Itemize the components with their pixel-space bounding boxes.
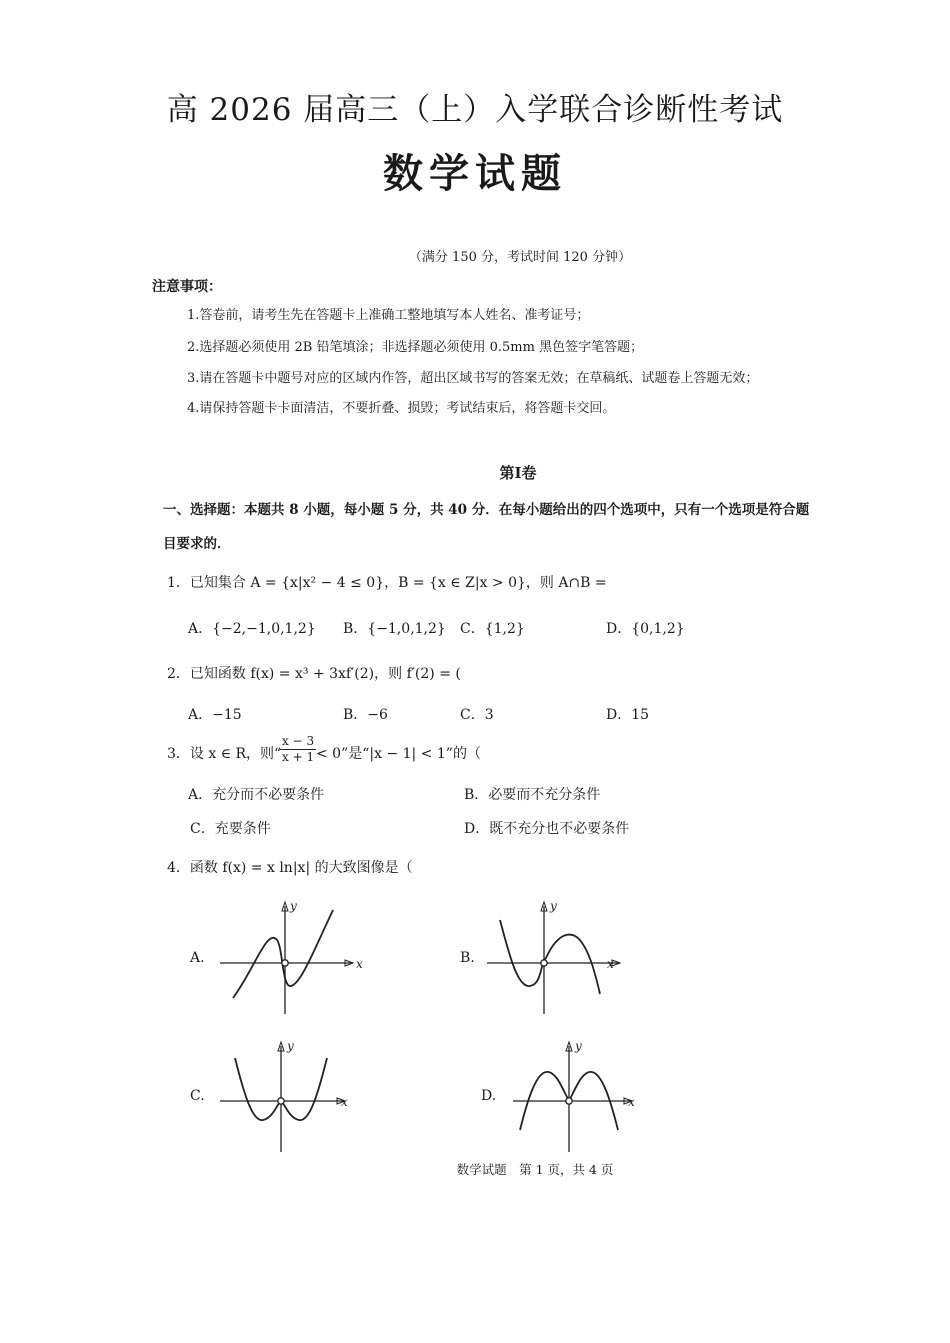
q1-option-a: A．{−2,−1,0,1,2}	[188, 621, 316, 637]
exam-title: 高 2026 届高三（上）入学联合诊断性考试	[166, 92, 784, 128]
q1-option-d: D．{0,1,2}	[606, 621, 685, 637]
notice-item-3: 3.请在答题卡中题号对应的区域内作答，超出区域书写的答案无效；在草稿纸、试题卷上答题无效；	[187, 371, 759, 386]
q3-option-a: A．充分而不必要条件	[188, 787, 325, 803]
question-1-stem: 1．已知集合 A = {x|x² − 4 ≤ 0}，B = {x ∈ Z|x > 0}，则 A∩B =	[167, 575, 607, 591]
origin-hole	[278, 1098, 284, 1104]
question-4-stem: 4．函数 f(x) = x ln|x| 的大致图像是（	[167, 860, 413, 876]
q3-option-d: D．既不充分也不必要条件	[464, 821, 630, 837]
q4-graph-a	[215, 898, 365, 1018]
q2-option-d: D．15	[606, 707, 650, 723]
q3-option-b: B．必要而不充分条件	[464, 787, 601, 803]
q4-option-b-label: B.	[460, 950, 475, 966]
y-label: y	[550, 899, 557, 913]
q2-option-c: C．3	[460, 707, 494, 723]
volume-heading: 第Ⅰ卷	[499, 464, 537, 482]
q3-option-c: C．充要条件	[190, 821, 271, 837]
exam-info: （满分 150 分，考试时间 120 分钟）	[408, 250, 632, 265]
section-heading: 一、选择题：本题共 8 小题，每小题 5 分，共 40 分．在每小题给出的四个选项中，只有一个选项是符合题	[163, 502, 810, 518]
x-label: x	[356, 957, 363, 971]
origin-hole	[541, 960, 547, 966]
question-2-stem: 2．已知函数 f(x) = x³ + 3xf′(2)，则 f′(2) = (	[167, 666, 461, 682]
x-label: x	[607, 957, 614, 971]
x-label: x	[628, 1095, 635, 1109]
notice-item-2: 2.选择题必须使用 2B 铅笔填涂；非选择题必须使用 0.5mm 黑色签字笔答题；	[187, 340, 644, 355]
fraction-denominator: x + 1	[282, 750, 315, 764]
fraction-numerator: x − 3	[282, 734, 315, 748]
q2-option-a: A．−15	[188, 707, 242, 723]
q4-option-a-label: A.	[190, 950, 205, 966]
curve	[233, 910, 333, 998]
q4-option-d-label: D.	[481, 1088, 497, 1104]
q1-option-b: B．{−1,0,1,2}	[343, 621, 446, 637]
question-3-stem-suffix: < 0”是“|x − 1| < 1”的（	[316, 746, 481, 762]
page-footer: 数学试题 第 1 页，共 4 页	[456, 1162, 614, 1177]
q4-option-c-label: C.	[190, 1088, 205, 1104]
y-label: y	[575, 1039, 582, 1053]
q4-graph-c	[215, 1038, 365, 1158]
curve	[500, 920, 600, 994]
q4-graph-b	[482, 898, 632, 1018]
notice-title: 注意事项：	[152, 279, 222, 295]
y-label: y	[290, 899, 297, 913]
question-3-fraction	[280, 734, 316, 765]
q1-option-c: C．{1,2}	[460, 621, 525, 637]
section-heading-cont: 目要求的．	[163, 536, 231, 552]
q4-graph-d	[508, 1038, 658, 1158]
origin-hole	[282, 960, 288, 966]
x-label: x	[341, 1095, 348, 1109]
notice-item-4: 4.请保持答题卡卡面清洁，不要折叠、损毁；考试结束后，将答题卡交回。	[187, 401, 616, 416]
question-3-stem-prefix: 3．设 x ∈ R，则“	[167, 746, 282, 762]
origin-hole	[566, 1098, 572, 1104]
notice-item-1: 1.答卷前，请考生先在答题卡上准确工整地填写本人姓名、准考证号；	[187, 308, 590, 323]
subject-title: 数学试题	[383, 150, 567, 197]
q2-option-b: B．−6	[343, 707, 388, 723]
y-label: y	[287, 1039, 294, 1053]
